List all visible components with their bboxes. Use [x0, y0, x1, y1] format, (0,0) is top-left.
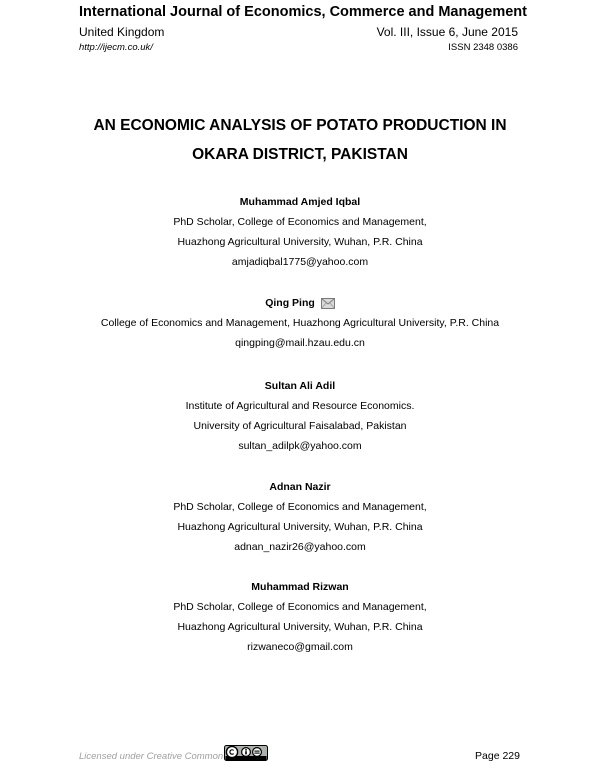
author-email[interactable]: sultan_adilpk@yahoo.com — [238, 440, 362, 452]
author-name-line — [40, 293, 560, 313]
author-block — [40, 477, 560, 557]
author-affiliation: Institute of Agricultural and Resource Economics. — [185, 400, 415, 412]
paper-title — [60, 111, 540, 169]
license-note — [79, 751, 268, 762]
author-name: Qing Ping — [265, 297, 315, 309]
author-email[interactable]: adnan_nazir26@yahoo.com — [234, 541, 366, 553]
author-affiliation: PhD Scholar, College of Economics and Management, — [173, 601, 427, 613]
page-number: Page 229 — [475, 750, 520, 762]
author-name: Adnan Nazir — [269, 481, 331, 493]
author-block — [40, 192, 560, 272]
author-name: Muhammad Rizwan — [251, 581, 349, 593]
title-line-2: OKARA DISTRICT, PAKISTAN — [192, 146, 408, 163]
author-affiliation: Huazhong Agricultural University, Wuhan, P.R. China — [177, 621, 423, 633]
author-name: Sultan Ali Adil — [264, 380, 336, 392]
creative-commons-icon[interactable] — [224, 745, 268, 761]
envelope-icon[interactable] — [321, 298, 335, 309]
journal-volume: Vol. III, Issue 6, June 2015 — [376, 25, 518, 39]
author-name: Muhammad Amjed Iqbal — [239, 196, 361, 208]
author-email[interactable]: rizwaneco@gmail.com — [247, 641, 353, 653]
author-block — [40, 293, 560, 353]
license-text: Licensed under Creative Common — [79, 751, 224, 762]
header-row-1 — [79, 25, 518, 39]
author-email[interactable]: qingping@mail.hzau.edu.cn — [235, 337, 365, 349]
author-affiliation: College of Economics and Management, Huazhong Agricultural University, P.R. China — [100, 317, 500, 329]
journal-issn: ISSN 2348 0386 — [448, 42, 518, 53]
title-line-1: AN ECONOMIC ANALYSIS OF POTATO PRODUCTION IN — [93, 117, 507, 134]
journal-name: International Journal of Economics, Commerce and Management — [79, 4, 527, 20]
author-email[interactable]: amjadiqbal1775@yahoo.com — [231, 256, 369, 268]
author-block — [40, 577, 560, 657]
journal-country: United Kingdom — [79, 25, 165, 39]
author-affiliation: University of Agricultural Faisalabad, Pakistan — [193, 420, 407, 432]
author-block — [40, 376, 560, 456]
author-affiliation: Huazhong Agricultural University, Wuhan, P.R. China — [177, 521, 423, 533]
header-row-2 — [79, 42, 518, 53]
author-affiliation: Huazhong Agricultural University, Wuhan, P.R. China — [177, 236, 423, 248]
journal-url[interactable]: http://ijecm.co.uk/ — [79, 42, 153, 53]
author-affiliation: PhD Scholar, College of Economics and Management, — [173, 501, 427, 513]
author-affiliation: PhD Scholar, College of Economics and Management, — [173, 216, 427, 228]
